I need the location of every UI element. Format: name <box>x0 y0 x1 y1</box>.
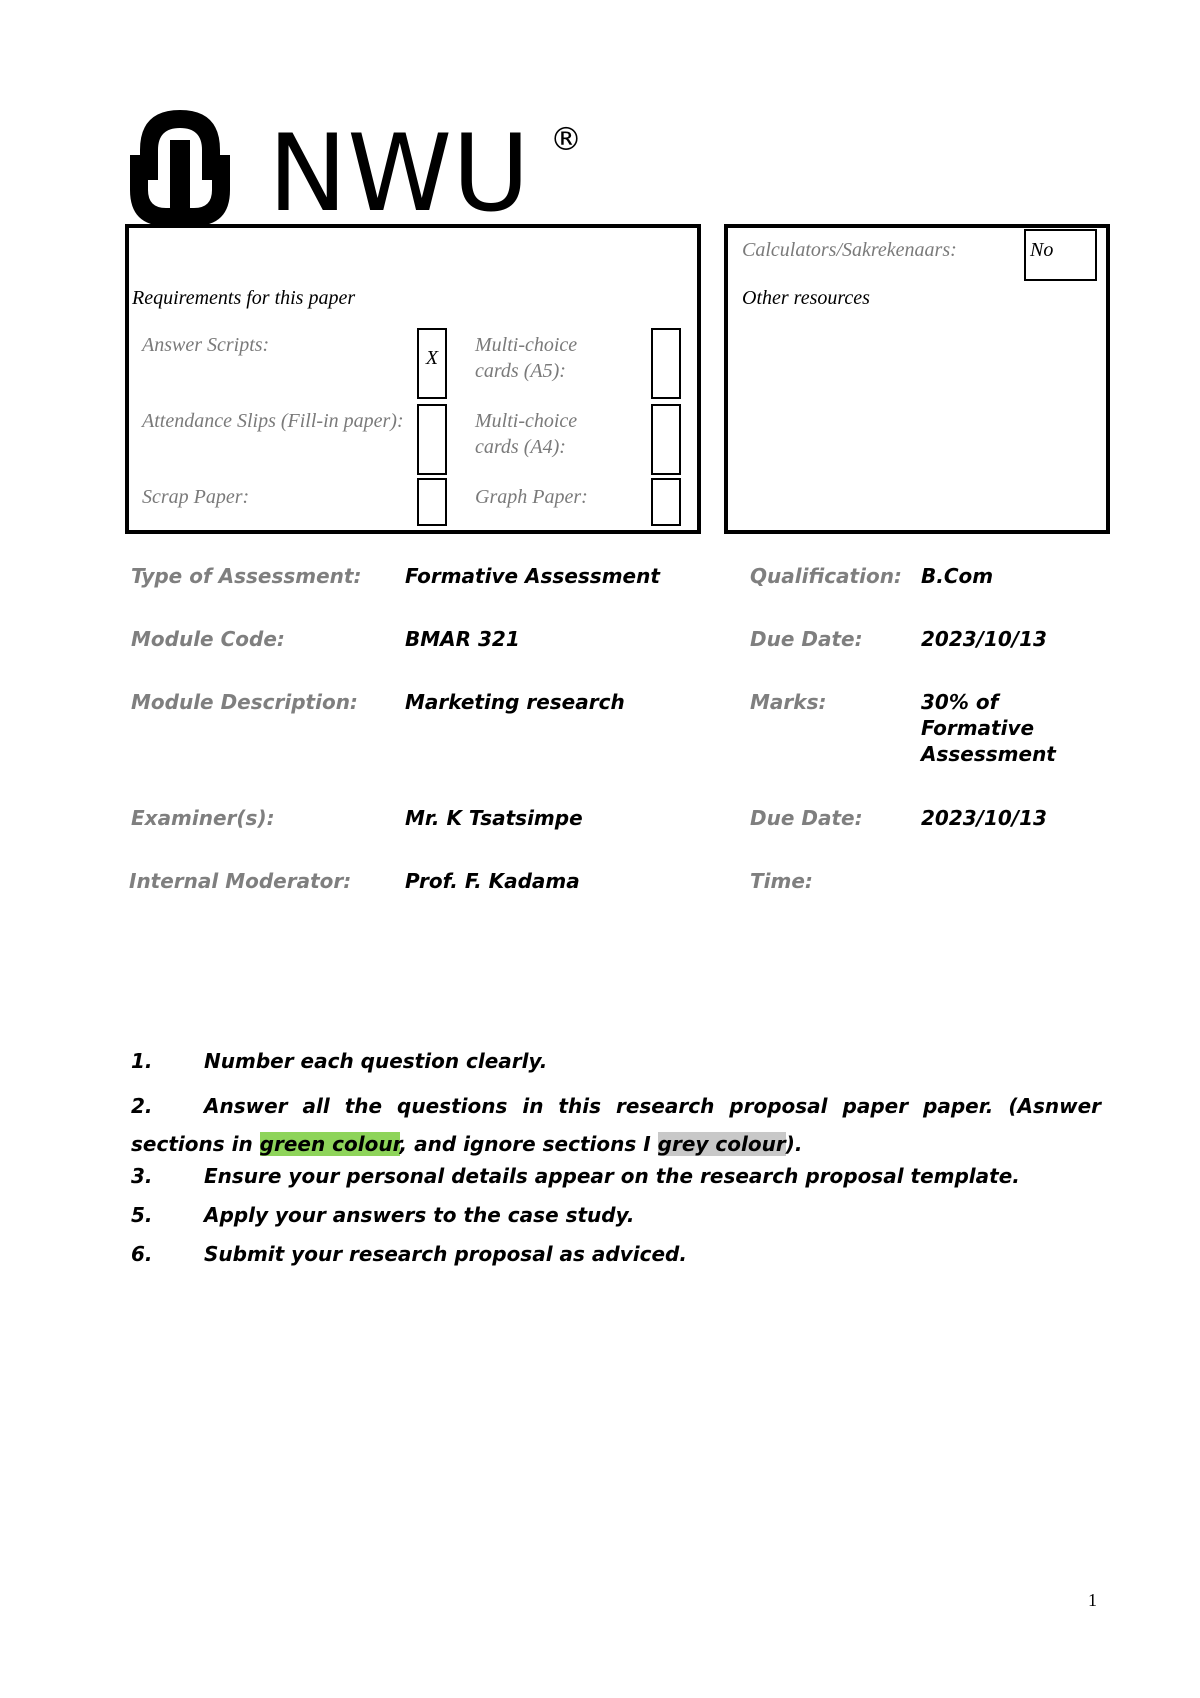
marks-value: 30% of Formative Assessment <box>921 690 1056 766</box>
graph-paper-label: Graph Paper: <box>475 486 588 508</box>
type-of-assessment-label: Type of Assessment: <box>131 564 362 588</box>
instruction-text: Number each question clearly. <box>204 1049 548 1073</box>
scrap-paper-checkbox[interactable] <box>417 478 447 526</box>
scrap-paper-label: Scrap Paper: <box>142 486 250 508</box>
due-date-value: 2023/10/13 <box>921 627 1047 651</box>
green-highlight-text: green colour <box>259 1132 400 1156</box>
multichoice-a5-label: Multi-choice cards (A5): <box>475 334 578 382</box>
calculators-label: Calculators/Sakrekenaars: <box>742 239 957 261</box>
instruction-number: 6. <box>131 1242 153 1266</box>
due-date-value-2: 2023/10/13 <box>921 806 1047 830</box>
module-description-label: Module Description: <box>131 690 358 714</box>
internal-moderator-label: Internal Moderator: <box>129 869 352 893</box>
answer-scripts-label: Answer Scripts: <box>142 334 270 356</box>
marks-label: Marks: <box>750 690 827 714</box>
type-of-assessment-value: Formative Assessment <box>405 564 660 588</box>
page-number: 1 <box>1088 1590 1097 1610</box>
requirements-title: Requirements for this paper <box>132 287 356 309</box>
module-code-label: Module Code: <box>131 627 285 651</box>
multichoice-a4-label: Multi-choice cards (A4): <box>475 410 578 458</box>
instruction-text: Submit your research proposal as adviced. <box>204 1242 687 1266</box>
instruction-text: Ensure your personal details appear on the research proposal template. <box>204 1164 1020 1188</box>
instruction-2 <box>131 1087 1101 1163</box>
module-code-value: BMAR 321 <box>405 627 520 651</box>
instruction-text: Apply your answers to the case study. <box>204 1203 635 1227</box>
answer-scripts-checkbox[interactable]: X <box>417 328 447 399</box>
grey-highlight-text: grey colour <box>657 1132 786 1156</box>
multichoice-a5-checkbox[interactable] <box>651 328 681 399</box>
due-date-label: Due Date: <box>750 627 863 651</box>
time-label: Time: <box>750 869 813 893</box>
attendance-slips-checkbox[interactable] <box>417 404 447 475</box>
instruction-text: Answer all the questions in this research proposal paper paper. (Asnwer sections in <box>131 1094 1101 1156</box>
instruction-1 <box>131 1048 1101 1074</box>
logo-text: NWU <box>268 112 530 226</box>
registered-mark: ® <box>550 120 582 158</box>
internal-moderator-value: Prof. F. Kadama <box>405 869 580 893</box>
instruction-6 <box>131 1241 1101 1267</box>
due-date-label-2: Due Date: <box>750 806 863 830</box>
graph-paper-checkbox[interactable] <box>651 478 681 526</box>
instruction-text-b: , and ignore sections I <box>399 1132 651 1156</box>
nwu-logo <box>130 110 590 226</box>
instruction-number: 3. <box>131 1164 153 1188</box>
attendance-slips-label: Attendance Slips (Fill-in paper): <box>142 410 404 432</box>
instruction-3 <box>131 1163 1101 1189</box>
instruction-number: 1. <box>131 1049 153 1073</box>
qualification-label: Qualification: <box>750 564 902 588</box>
other-resources-label: Other resources <box>742 287 870 309</box>
module-description-value: Marketing research <box>405 690 625 714</box>
instruction-text-c: ). <box>785 1132 803 1156</box>
instruction-5 <box>131 1202 1101 1228</box>
calculators-value: No <box>1024 229 1097 281</box>
examiners-label: Examiner(s): <box>131 806 275 830</box>
nwu-emblem-icon <box>130 110 230 226</box>
instruction-number: 5. <box>131 1203 153 1227</box>
examiners-value: Mr. K Tsatsimpe <box>405 806 583 830</box>
instruction-number: 2. <box>131 1094 153 1118</box>
qualification-value: B.Com <box>921 564 994 588</box>
multichoice-a4-checkbox[interactable] <box>651 404 681 475</box>
